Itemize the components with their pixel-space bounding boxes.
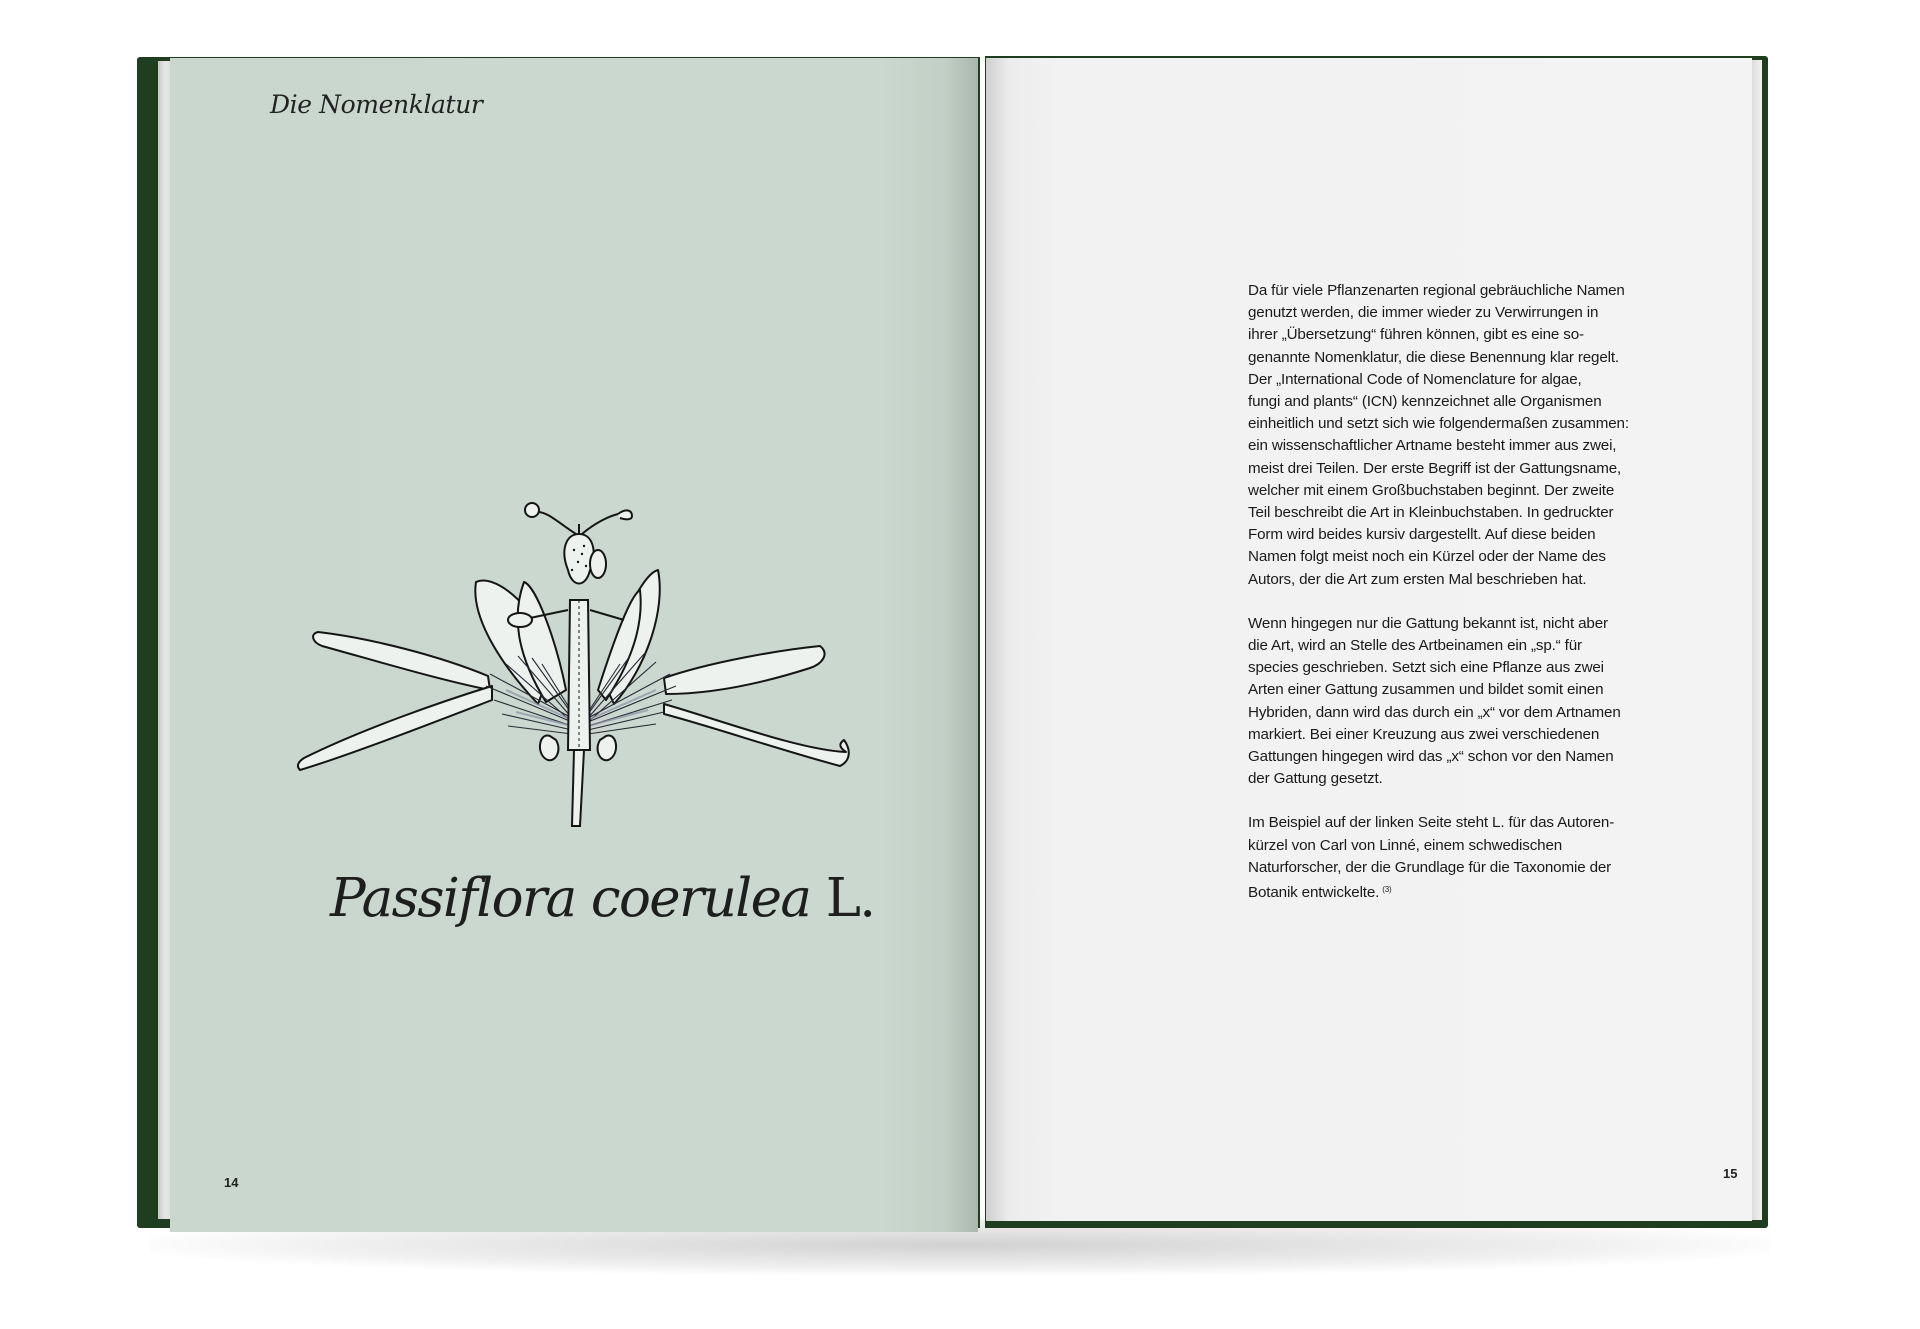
paragraph-2 (1248, 613, 1686, 791)
page-number-left: 14 (224, 1175, 239, 1190)
passion-flower-illustration (280, 450, 900, 830)
footnote-marker: (3) (1382, 885, 1392, 895)
left-page (170, 58, 978, 1232)
text-line: markiert. Bei einer Kreuzung aus zwei verschiedenen (1248, 725, 1600, 743)
text-line: kürzel von Carl von Linné, einem schwedischen (1248, 836, 1563, 854)
text-line (1248, 879, 1686, 904)
text-line: die Art, wird an Stelle des Artbeinamen ein „sp.“ für (1248, 637, 1582, 655)
text-line: der Gattung gesetzt. (1248, 770, 1383, 788)
text-line: ein wissenschaftlicher Artname besteht immer aus zwei, (1248, 437, 1617, 455)
stem (572, 750, 584, 826)
species-name (330, 868, 890, 929)
text-line: welcher mit einem Großbuchstaben beginnt. Der zweite (1248, 481, 1615, 499)
text-line: Form wird beides kursiv dargestellt. Auf diese beiden (1248, 526, 1596, 544)
text-line-content: Botanik entwickelte. (1248, 884, 1380, 902)
petal-right-lower (664, 704, 849, 766)
petal-right-upper (664, 646, 825, 694)
right-page (986, 58, 1752, 1221)
text-line: Da für viele Pflanzenarten regional gebräuchliche Namen (1248, 282, 1625, 299)
ovary (564, 534, 593, 584)
text-line: genannte Nomenklatur, die diese Benennung klar regelt. (1248, 348, 1620, 366)
text-line: Teil beschreibt die Art in Kleinbuchstaben. In gedruckter (1248, 504, 1614, 522)
text-line: Arten einer Gattung zusammen und bildet somit einen (1248, 681, 1604, 699)
species-author: L. (825, 868, 875, 929)
text-line: einheitlich und setzt sich wie folgendermaßen zusammen: (1248, 415, 1629, 433)
body-text (1248, 280, 1686, 926)
text-line: Wenn hingegen nur die Gattung bekannt ist, nicht aber (1248, 614, 1608, 632)
text-line: genutzt werden, die immer wieder zu Verwirrungen in (1248, 304, 1599, 322)
page-number-right: 15 (1723, 1166, 1738, 1181)
text-line: Naturforscher, der die Grundlage für die Taxonomie der (1248, 858, 1612, 876)
petal-left-upper (313, 632, 490, 690)
text-line: species geschrieben. Setzt sich eine Pflanze aus zwei (1248, 659, 1604, 677)
text-line: meist drei Teilen. Der erste Begriff ist der Gattungsname, (1248, 459, 1622, 477)
text-line: Namen folgt meist noch ein Kürzel oder der Name des (1248, 548, 1606, 566)
text-line: Im Beispiel auf der linken Seite steht L. für das Autoren- (1248, 814, 1615, 832)
paragraph-3 (1248, 812, 1686, 904)
text-line: ihrer „Übersetzung“ führen können, gibt es eine so- (1248, 326, 1584, 344)
petal-left-lower (298, 686, 492, 770)
text-line: Autors, der die Art zum ersten Mal beschrieben hat. (1248, 570, 1587, 588)
section-title: Die Nomenklatur (270, 90, 483, 119)
text-line: Gattungen hingegen wird das „x“ schon vor den Namen (1248, 748, 1614, 766)
species-binomial: Passiflora coerulea (330, 868, 811, 929)
text-line: fungi and plants“ (ICN) kennzeichnet alle Organismen (1248, 393, 1602, 411)
paragraph-1 (1248, 280, 1686, 591)
text-line: Der „International Code of Nomenclature for algae, (1248, 370, 1582, 388)
text-line: Hybriden, dann wird das durch ein „x“ vor dem Artnamen (1248, 703, 1621, 721)
page-edge-right (1752, 60, 1762, 1220)
